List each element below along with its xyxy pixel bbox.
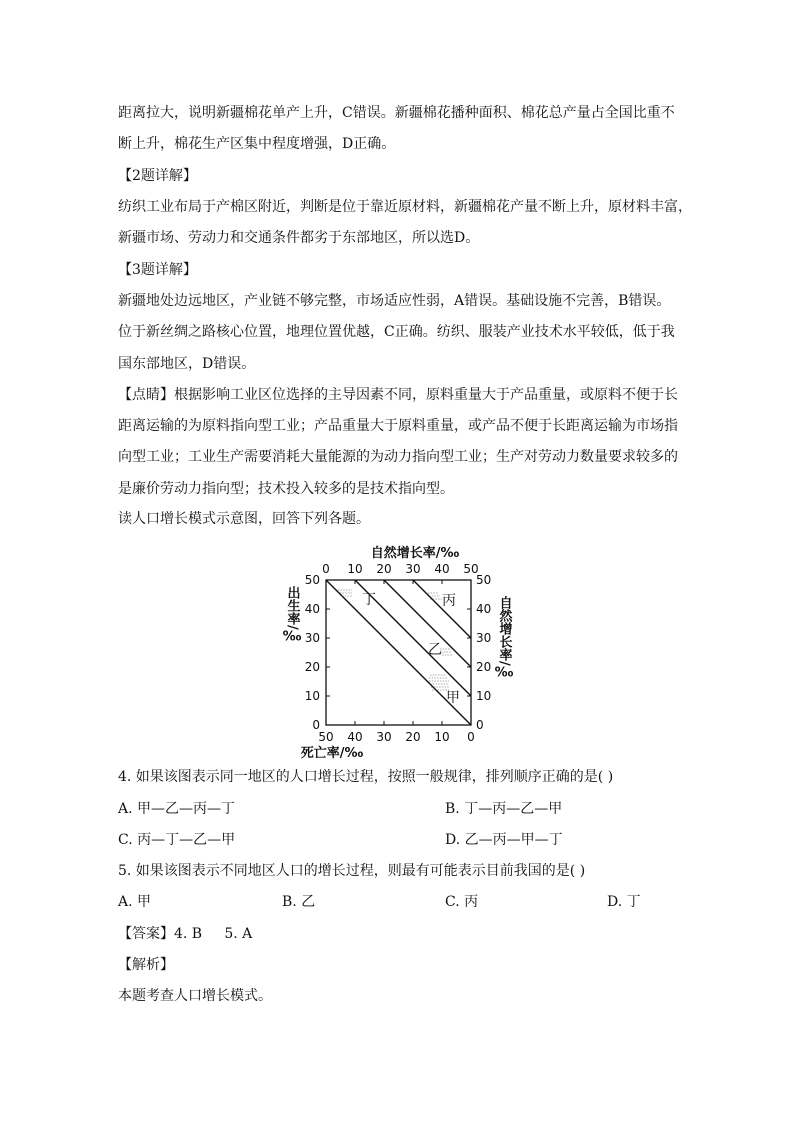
paragraph-line: 是廉价劳动力指向型；技术投入较多的是技术指向型。 <box>118 481 454 497</box>
right-tick-label: 30 <box>476 631 492 645</box>
left-tick-label: 10 <box>304 689 320 703</box>
bottom-tick-label: 20 <box>405 730 421 744</box>
paragraph-line: 新疆地处边远地区，产业链不够完整，市场适应性弱，A错误。基础设施不完善，B错误。 <box>118 293 671 309</box>
bottom-tick-label: 50 <box>318 730 334 744</box>
left-tick-label: 30 <box>304 631 320 645</box>
top-tick-label: 10 <box>347 562 363 576</box>
paragraph-line: 距离拉大，说明新疆棉花单产上升，C错误。新疆棉花播种面积、棉花总产量占全国比重不 <box>118 105 675 121</box>
bottom-tick-label: 0 <box>467 730 475 744</box>
section-heading: 【2题详解】 <box>118 168 197 184</box>
question-4-option-c: C. 丙—丁—乙—甲 <box>118 832 236 848</box>
right-tick-label: 0 <box>476 718 484 732</box>
paragraph-line: 纺织工业布局于产棉区附近，判断是位于靠近原材料，新疆棉花产量不断上升，原材料丰富， <box>118 199 692 215</box>
right-tick-label: 10 <box>476 689 492 703</box>
question-4-option-d: D. 乙—丙—甲—丁 <box>445 832 563 848</box>
analysis-text: 本题考查人口增长模式。 <box>118 988 272 1004</box>
paragraph-line: 国东部地区，D错误。 <box>118 356 256 372</box>
paragraph-line: 【点睛】根据影响工业区位选择的主导因素不同，原料重量大于产品重量，或原料不便于长 <box>118 387 678 403</box>
paragraph-line: 距离运输的为原料指向型工业；产品重量大于原料重量，或产品不便于长距离运输为市场指 <box>118 418 678 434</box>
left-axis-title: 出生率/‰ <box>284 586 300 645</box>
region-label-ding: 丁 <box>362 592 376 608</box>
section-heading: 【3题详解】 <box>118 262 197 278</box>
top-tick-label: 40 <box>434 562 450 576</box>
right-tick-label: 20 <box>476 660 492 674</box>
left-tick-label: 20 <box>304 660 320 674</box>
question-4-stem: 4. 如果该图表示同一地区的人口增长过程，按照一般规律，排列顺序正确的是( ) <box>118 769 614 785</box>
paragraph-line: 位于新丝绸之路核心位置，地理位置优越，C正确。纺织、服装产业技术水平较低，低于我 <box>118 324 675 340</box>
region-jia-hatch <box>429 675 449 690</box>
region-ding-hatch <box>338 590 352 596</box>
region-bing-hatch <box>428 593 442 599</box>
left-tick-label: 40 <box>304 602 320 616</box>
right-tick-label: 50 <box>476 573 492 587</box>
region-label-jia: 甲 <box>446 690 460 706</box>
top-tick-label: 0 <box>322 562 330 576</box>
paragraph-line: 读人口增长模式示意图，回答下列各题。 <box>118 511 370 527</box>
region-label-bing: 丙 <box>442 593 456 609</box>
diagonal-line-30 <box>413 580 471 638</box>
population-growth-diagram <box>280 538 520 760</box>
bottom-axis-title: 死亡率/‰ <box>300 746 364 760</box>
right-tick-label: 40 <box>476 602 492 616</box>
left-tick-label: 0 <box>312 718 320 732</box>
question-5-option-a: A. 甲 <box>118 894 152 910</box>
top-tick-label: 20 <box>376 562 392 576</box>
analysis-heading: 【解析】 <box>118 957 174 973</box>
paragraph-line: 新疆市场、劳动力和交通条件都劣于东部地区，所以选D。 <box>118 230 480 246</box>
question-5-stem: 5. 如果该图表示不同地区人口的增长过程，则最有可能表示目前我国的是( ) <box>118 863 586 879</box>
top-tick-label: 50 <box>463 562 479 576</box>
paragraph-line: 向型工业；工业生产需要消耗大量能源的为动力指向型工业；生产对劳动力数量要求较多的 <box>118 449 678 465</box>
question-4-option-a: A. 甲—乙—丙—丁 <box>118 801 236 817</box>
question-5-option-c: C. 丙 <box>445 894 479 910</box>
answer-line: 【答案】4. B 5. A <box>118 926 253 942</box>
bottom-tick-label: 10 <box>434 730 450 744</box>
right-axis-title: 自然增长率/‰ <box>496 596 512 681</box>
top-axis-title: 自然增长率/‰ <box>370 546 460 561</box>
bottom-tick-label: 40 <box>347 730 363 744</box>
question-5-option-b: B. 乙 <box>282 894 316 910</box>
bottom-tick-label: 30 <box>376 730 392 744</box>
top-tick-label: 30 <box>405 562 421 576</box>
paragraph-line: 断上升，棉花生产区集中程度增强，D正确。 <box>118 136 396 152</box>
left-tick-label: 50 <box>304 573 320 587</box>
region-label-yi: 乙 <box>428 642 442 658</box>
question-5-option-d: D. 丁 <box>607 894 641 910</box>
question-4-option-b: B. 丁—丙—乙—甲 <box>445 801 563 817</box>
